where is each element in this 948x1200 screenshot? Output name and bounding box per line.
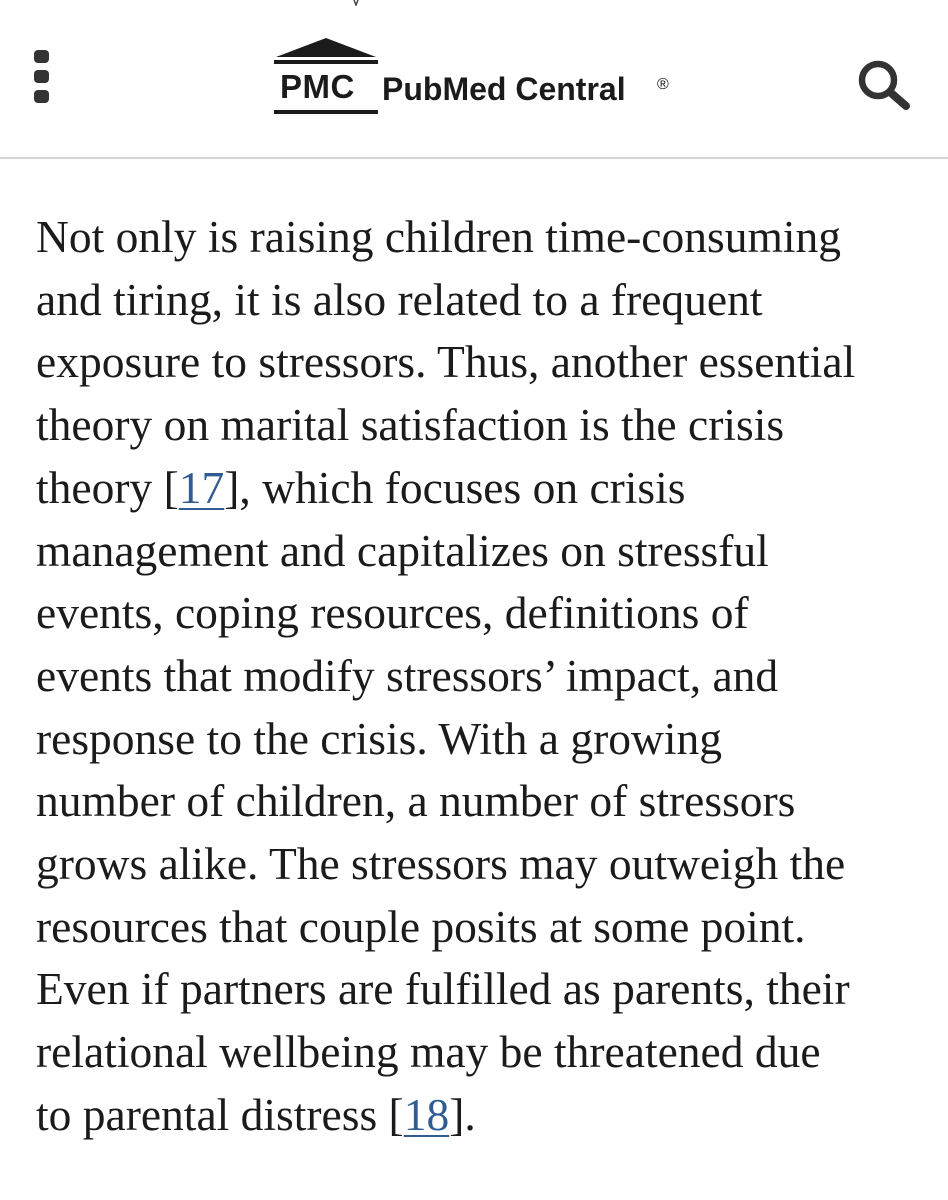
article-paragraph [36, 206, 916, 1147]
logo-site-name: PubMed Central [382, 71, 626, 107]
logo-abbreviation: PMC [280, 68, 355, 105]
paragraph-line: Even if partners are fulfilled as parents, their [36, 963, 850, 1015]
paragraph-line [36, 1084, 916, 1147]
search-button[interactable] [856, 58, 914, 110]
paragraph-line: Not only is raising children time-consuming [36, 211, 841, 262]
line-text: to parental distress [ [36, 1088, 404, 1140]
menu-dot-icon [34, 70, 49, 83]
logo-underline [274, 110, 378, 114]
search-icon [856, 58, 914, 110]
paragraph-line: exposure to stressors. Thus, another essential [36, 336, 856, 388]
paragraph-line: and tiring, it is also related to a frequent [36, 273, 763, 325]
paragraph-line: resources that couple posits at some point. [36, 900, 806, 952]
citation-link-17[interactable]: 17 [178, 461, 225, 513]
line-text: ]. [449, 1088, 476, 1140]
paragraph-line: grows alike. The stressors may outweigh the [36, 838, 846, 890]
line-text: ], which focuses on crisis [224, 461, 686, 513]
menu-dot-icon [34, 50, 49, 63]
building-roof-icon [272, 37, 380, 67]
citation-link-18[interactable]: 18 [403, 1088, 450, 1140]
menu-button[interactable] [30, 50, 54, 104]
paragraph-line: number of children, a number of stressors [36, 775, 796, 827]
paragraph-line: theory on marital satisfaction is the crisis [36, 399, 785, 451]
logo-registered-mark: ® [657, 76, 669, 93]
menu-dot-icon [34, 90, 49, 103]
paragraph-line: events that modify stressors’ impact, and [36, 649, 779, 701]
paragraph-line: management and capitalizes on stressful [36, 524, 769, 576]
paragraph-line: response to the crisis. With a growing [36, 712, 723, 764]
paragraph-line: relational wellbeing may be threatened due [36, 1026, 821, 1078]
paragraph-line: events, coping resources, definitions of [36, 587, 749, 639]
site-header [0, 0, 948, 159]
line-text: theory [ [36, 461, 179, 513]
pmc-logo-link[interactable] [272, 37, 692, 119]
paragraph-line [36, 457, 916, 520]
